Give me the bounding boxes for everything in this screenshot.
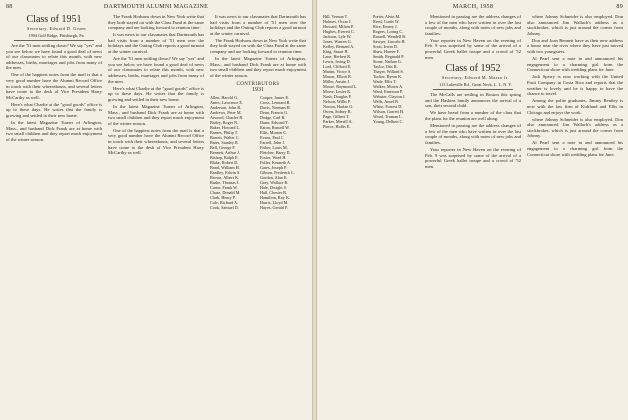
contributor-name: Barnes, Philip T. [210,129,238,135]
paragraph: Mentioned in passing are the address changes of a few of the men who have written in over the last couple of months, along with notes of new jobs and families. [425,14,521,36]
contributor-list [210,95,256,210]
paragraph: We have heard from a number of the class that the plans for the reunion are well along. [425,110,521,122]
contributor-name: Allen, Harold G. [210,94,239,100]
contributor-name: Davis, Norman H. [260,104,291,110]
contributor-name: Jones, Warren G. [323,39,352,44]
contributor-name: Anderson, John R. [210,104,242,110]
paragraph: In the latest Magazine Turner of Arlington, Mass., and husband Dick Frank are at home with two small children and they report much enjoyment of the winter season. [6,120,102,142]
contributor-name: Clark, Henry P. [210,194,236,200]
contributor-name: Miller, Austin J. [323,79,351,84]
contributor-name: Tucker, Byron K. [373,74,403,79]
paragraph: where Johnny Schneider is also employed. Don also announced Jim Wallach's address as a stockbroker, which is just around the corner from Johnny. [527,14,623,36]
divider [14,40,94,41]
contributor-name: White, Forrest D. [373,104,403,109]
contributor-name: Lewis, Irving D. [323,59,351,64]
paragraph: Here's what Charlie at the "good goods" office is up to these days. He writes that the family is growing and settled in their new home. [6,101,102,119]
paragraph: It was news to our classmates that Dartmouth has had visits from a number of '51 men over the holidays and the Outing Club reports a good turnout at the winter carnival. [210,14,306,36]
contributor-name: Webster, Clayton J. [373,94,406,99]
contributor-name: Andrews, Peter M. [210,109,242,115]
contributor-name: Brown, Albert K. [210,174,240,180]
contributor-list [260,95,306,210]
paragraph: One of the happiest notes from the mail is that a very good number have the Alumni Record Office in touch with their whereabouts, and several letters have come to the desk of Vice President Harry McCarthy as well. [6,72,102,100]
paragraph: where Johnny Schneider is also employed. Don also announced Jim Wallach's address as a stockbroker, which is just around the corner from Johnny. [527,116,623,139]
contributor-name: Lord, Clifford E. [323,64,352,69]
contributor-name: Foster, Ward H. [260,154,287,160]
paragraph: Al Pearl sent a note in and announced his engagement to a charming girl from the Connecticut shore with wedding plans for June. [527,56,623,73]
paragraph: Al Pearl sent a note in and announced his engagement to a charming girl from the Connecticut shore with wedding plans for June. [527,140,623,157]
contributor-name: Lane, Herbert R. [323,54,352,59]
contributor-name: Smith, Reginald P. [373,54,405,59]
contributors-year: 1931 [252,87,264,94]
contributor-name: Dodge, Carl R. [260,114,286,120]
paragraph: The Frank Hodsons down in New York write that they both stayed on with the Class Fund at the same company and are looking forward to reunion time. [210,37,306,55]
contributor-name: Walker, Morris A. [373,84,404,89]
contributor-name: Norton, Harlan G. [323,104,354,109]
contributor-name: Howard, Milton P. [323,24,354,29]
paragraph: The McCalls are settling in Boston this spring and the Haskins family announces the arrival of a son, their second child. [425,92,521,109]
left-column-1 [6,14,102,418]
paragraph: The Frank Hodsons down in New York write that they both stayed on with the Class Fund at the same company and are looking forward to reunion time. [108,14,204,31]
contributor-name: King, Stuart H. [323,49,349,54]
contributor-name: Shaw, Homer F. [373,49,400,54]
contributor-name: Hall, Chester B. [260,189,287,195]
contributor-name: Reed, Curtis W. [373,19,400,24]
contributor-name: Parker, Merrill A. [323,119,353,124]
contributor-name: Bennett, Arthur J. [210,149,240,155]
paragraph: In the latest Magazine Turner of Arlington, Mass., and husband Dick Frank are at home with two small children and they report much enjoyment of the winter season. [108,103,204,126]
running-head-right [323,3,623,12]
contributor-name: Gordon, Alan E. [260,174,288,180]
contributor-name: Dean, Francis G. [260,109,289,115]
contributor-name: Baker, Howard L. [210,124,241,130]
contributor-name: Gray, Wallace R. [260,179,289,185]
paragraph: One of the happiest notes from the mail is that a very good number have the Alumni Record Office in touch with their whereabouts, and several letters have come to the desk of Vice President Harry McCarthy as well. [108,127,204,156]
contributor-name: Cole, Richard A. [210,199,239,205]
contributor-name: Evans, Paul J. [260,134,284,140]
contributor-name: Farrell, John J. [260,139,285,145]
contributor-name: Bates, Stanley R. [210,139,239,145]
contributor-name: Taylor, Otis R. [373,64,398,69]
left-page [0,0,313,420]
paragraph: Here's what Charlie at the "good goods" office is up to these days. He writes that the family is growing and settled in their new home. [108,85,204,102]
paragraph: Are the '51 men settling down? We say "yes" and you see below we have found a good deal of news of our classmates to relate this month, with new addresses, births, marriages and jobs from many of the men. [108,56,204,84]
contributor-name: Bishop, Ralph E. [210,154,239,160]
paragraph: Among the polite graduates, Jimmy Bentley is now with the law firm of Kirkland and Ellis in Chicago and enjoys the work. [527,98,623,115]
contributor-name: Carter, Frank W. [210,184,238,190]
contributor-name: Cross, Leonard B. [260,99,291,105]
contributor-name: Rogers, Loring C. [373,29,404,34]
contributor-name: Atwood, Charles B. [210,114,244,120]
class-1951-address: 1904 Golf Ridge, Pittsburgh, Pa. [28,32,85,38]
contributor-name: Stone, Nathan G. [373,59,402,64]
class-1952-secretary: Secretary, Edward M. Mazza Jr. [442,75,509,81]
contributor-name: Ellis, Morton C. [260,129,288,135]
contributor-name: Hale, Dwight S. [260,184,287,190]
contributor-name: Rice, Emery J. [373,24,398,29]
paragraph: Mentioned in passing are the address changes of a few of the men who have written in over the last couple of months, along with notes of new jobs and families. [425,123,521,145]
paragraph: Your reporter in New Haven on the evening of Feb. 9 was surprised by some of the arrival of a powerful Greek ballet troupe and a crowd of '52 men. [425,147,521,169]
paragraph: In the latest Magazine Turner of Arlington, Mass., and husband Dick Frank are at home with two small children and they report much enjoyment of the winter season. [210,56,306,78]
contributor-name: Morse, Lester K. [323,89,352,94]
contributor-list [373,14,419,129]
page-number-right: 89 [616,4,623,10]
contributor-name: Page, Gilbert T. [323,114,350,119]
contributors-heading: CONTRIBUTORS [236,81,280,87]
contributor-name: Holmes, Oscar J. [323,19,352,24]
right-column-1 [323,14,419,418]
contributor-name: Fuller, Kenneth A. [260,159,292,165]
contributor-name: Martin, Victor S. [323,69,352,74]
contributor-name: Hayes, Gerald F. [260,204,289,210]
contributor-name: Pierce, Hollis E. [323,124,351,129]
running-title-right: MARCH, 1958 [452,4,494,10]
class-1952-title: Class of 1952 [445,63,501,75]
running-head-left [6,3,306,12]
contributor-name: Cook, Samuel D. [210,204,239,210]
contributor-name: Fisher, Louis M. [260,144,288,150]
class-1952-address: 113 Lakeville Rd., Great Neck, L. I., N. Y. [439,81,512,87]
right-page [316,0,628,420]
paragraph: Don and Joan Bennett have as their new address a house near the river where they have just moved with two youngsters. [527,37,623,55]
contributor-name: Hill, Vernon T. [323,14,348,19]
paragraph: Jack Sperry is now working with the United Fruit Company in Costa Rica and reports that the weather is lovely and he is happy to have the chance to travel. [527,74,623,97]
contributor-name: Harris, Lloyd M. [260,199,289,205]
contributor-name: Barrett, Walter C. [210,134,240,140]
right-column-3 [527,14,623,418]
contributor-name: Sawyer, Lincoln H. [373,39,406,44]
contributor-name: Mason, Elliott B. [323,74,352,79]
contributor-name: Wood, Truman L. [373,114,403,119]
contributor-name: Russell, Wendell B. [373,34,407,39]
contributor-name: Dunn, Edward T. [260,119,289,125]
left-column-3 [210,14,306,418]
contributor-name: Wilson, Garrett H. [373,109,404,114]
contributor-name: Kelley, Bernard A. [323,44,355,49]
contributor-name: Hughes, Everett C. [323,29,355,34]
contributor-name: Bradley, Edwin S. [210,169,241,175]
contributor-name: Ward, Emerson P. [373,89,403,94]
contributor-name: Chase, Donald M. [210,189,241,195]
divider [433,89,513,90]
contributor-name: Gibson, Frederick L. [260,169,295,175]
contributor-name: Thayer, Willard S. [373,69,404,74]
contributor-name: Wade, Ellis T. [373,79,397,84]
page-number-left: 88 [6,4,13,10]
contributor-name: Owen, Sidney R. [323,109,352,114]
contributor-name: Wells, Ansel B. [373,99,399,104]
contributor-name: Gates, Joseph P. [260,164,287,170]
paragraph: It was news to our classmates that Dartmouth has had visits from a number of '51 men over the holidays and the Outing Club reports a good turnout at the winter carnival. [108,32,204,55]
contributor-name: Bell, George F. [210,144,236,150]
contributor-name: Eaton, Russell W. [260,124,290,130]
contributor-name: Young, Delbert C. [373,119,404,124]
contributor-name: Nelson, Willis P. [323,99,351,104]
contributor-name: Scott, Irwin D. [373,44,398,49]
contributor-name: Cooper, James E. [260,94,290,100]
contributor-name: Porter, Alvin M. [373,14,401,19]
right-column-2 [425,14,521,418]
contributor-name: Hamilton, Roy K. [260,194,291,200]
contributor-name: Blake, Robert D. [210,159,239,165]
contributor-list [323,14,369,129]
contributor-name: Fletcher, Harry D. [260,149,291,155]
contributor-name: Moore, Raymond L. [323,84,358,89]
contributor-name: Jackson, Lyle W. [323,34,352,39]
class-1951-title: Class of 1951 [26,14,82,25]
class-1951-secretary: Secretary, Edward D. Gruen [27,26,86,31]
paragraph: Your reporter in New Haven on the evening of Feb. 9 was surprised by some of the arrival of a powerful Greek ballet troupe and a crowd of '52 men. [425,37,521,60]
contributor-name: Bailey, Roger N. [210,119,239,125]
paragraph: Are the '51 men settling down? We say "yes" and you see below we have found a good deal of news of our classmates to relate this month, with new addresses, births, marriages and jobs from many of the men. [6,42,102,71]
contributor-name: Nash, Douglas F. [323,94,352,99]
contributor-name: Bond, William H. [210,164,240,170]
running-title-left: DARTMOUTH ALUMNI MAGAZINE [103,4,209,10]
contributor-name: Burke, Thomas J. [210,179,240,185]
contributor-name: Ames, Lawrence E. [210,99,244,105]
left-column-2 [108,14,204,418]
